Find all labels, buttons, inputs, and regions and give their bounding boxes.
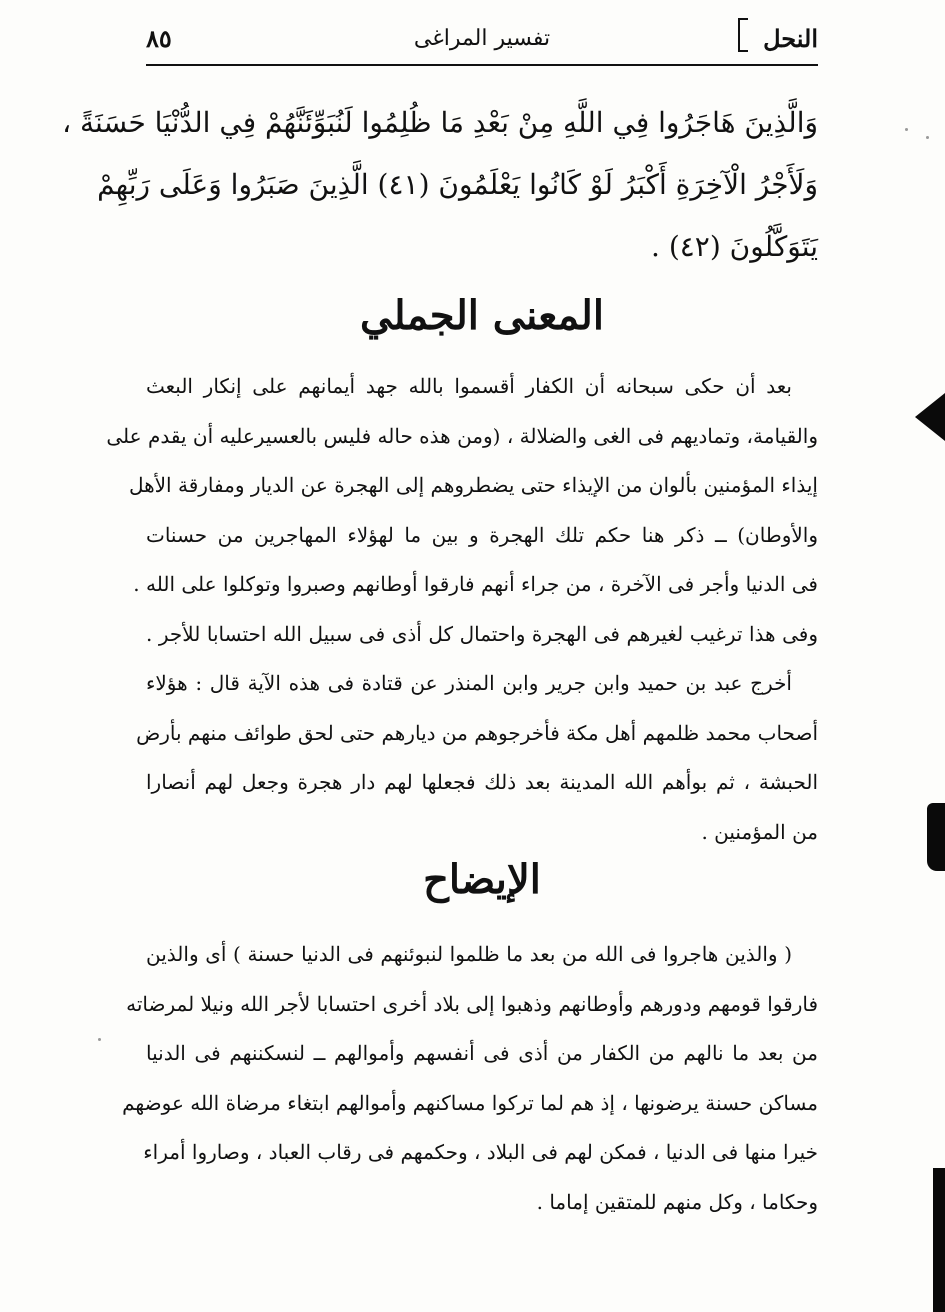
text-line: إيذاء المؤمنين بألوان من الإيذاء حتى يضطروهم إلى الهجرة عن الديار ومفارقة الأهل bbox=[128, 473, 818, 497]
scan-edge-mark bbox=[933, 1168, 945, 1312]
text-line: بعد أن حكى سبحانه أن الكفار أقسموا بالله جهد أيمانهم على إنكار البعث bbox=[146, 374, 792, 398]
scan-speck bbox=[98, 1038, 101, 1041]
verse-line: يَتَوَكَّلُونَ (٤٢) . bbox=[651, 230, 818, 263]
text-line: أصحاب محمد ظلمهم أهل مكة فأخرجوهم من ديارهم حتى لحق طوائف منهم بأرض bbox=[136, 720, 818, 745]
book-title: تفسير المراغى bbox=[413, 26, 551, 51]
scan-edge-mark bbox=[927, 803, 945, 871]
text-line: مساكن حسنة يرضونها ، إذ هم لما تركوا مساكنهم وأموالهم ابتغاء مرضاة الله عوضهم bbox=[122, 1090, 818, 1115]
page-number: ٨٥ bbox=[146, 24, 172, 53]
text-line: والأوطان) ــ ذكر هنا حكم تلك الهجرة و بين ما لهؤلاء المهاجرين من حسنات bbox=[146, 522, 818, 547]
text-line: فى الدنيا وأجر فى الآخرة ، من جراء أنهم فارقوا أوطانهم وصبروا وتوكلوا على الله . bbox=[133, 572, 818, 596]
section-heading-general-meaning: المعنى الجملي bbox=[360, 292, 604, 339]
verse-line: وَلَأَجْرُ الْآخِرَةِ أَكْبَرُ لَوْ كَانُوا يَعْلَمُونَ (٤١) الَّذِينَ صَبَرُوا وَعَلَى رَبِّهِمْ bbox=[97, 168, 818, 201]
running-header bbox=[146, 20, 818, 62]
quran-verses bbox=[62, 92, 818, 278]
surah-name: النحل bbox=[763, 24, 818, 53]
verse-line: وَالَّذِينَ هَاجَرُوا فِي اللَّهِ مِنْ بَعْدِ مَا ظُلِمُوا لَنُبَوِّئَنَّهُمْ فِي الدُّنْيَا حَسَنَةً ، bbox=[62, 106, 818, 139]
header-rule bbox=[146, 64, 818, 66]
text-line: والقيامة، وتماديهم فى الغى والضلالة ، (ومن هذه حاله فليس بالعسيرعليه أن يقدم على bbox=[106, 423, 818, 448]
scan-edge-mark bbox=[915, 393, 945, 441]
scan-speck bbox=[905, 128, 908, 131]
explanation-paragraphs bbox=[122, 930, 818, 1227]
text-line: وفى هذا ترغيب لغيرهم فى الهجرة واحتمال كل أذى فى سبيل الله احتسابا للأجر . bbox=[146, 621, 818, 646]
text-line: الحبشة ، ثم بوأهم الله المدينة بعد ذلك فجعلها لهم دار هجرة وجعل لهم أنصارا bbox=[146, 770, 818, 794]
text-line: وحكاما ، وكل منهم للمتقين إماما . bbox=[536, 1189, 818, 1214]
text-line: أخرج عبد بن حميد وابن جرير وابن المنذر عن قتادة فى هذه الآية قال : هؤلاء bbox=[146, 671, 792, 695]
text-line: ( والذين هاجروا فى الله من بعد ما ظلموا لنبوئنهم فى الدنيا حسنة ) أى والذين bbox=[146, 942, 792, 966]
text-line: من المؤمنين . bbox=[701, 819, 818, 844]
general-meaning-paragraphs bbox=[106, 362, 818, 857]
section-heading-explanation: الإيضاح bbox=[423, 856, 541, 903]
text-line: فارقوا قومهم ودورهم وأوطانهم وذهبوا إلى بلاد أخرى احتسابا لأجر الله ونيلا لمرضاته bbox=[126, 991, 818, 1016]
text-line: من بعد ما نالهم من الكفار من أذى فى أنفسهم وأموالهم ــ لنسكننهم فى الدنيا bbox=[146, 1041, 818, 1065]
scan-speck bbox=[926, 136, 929, 139]
text-line: خيرا منها فى الدنيا ، فمكن لهم فى البلاد ، وحكمهم فى رقاب العباد ، وصاروا أمراء bbox=[143, 1140, 818, 1164]
